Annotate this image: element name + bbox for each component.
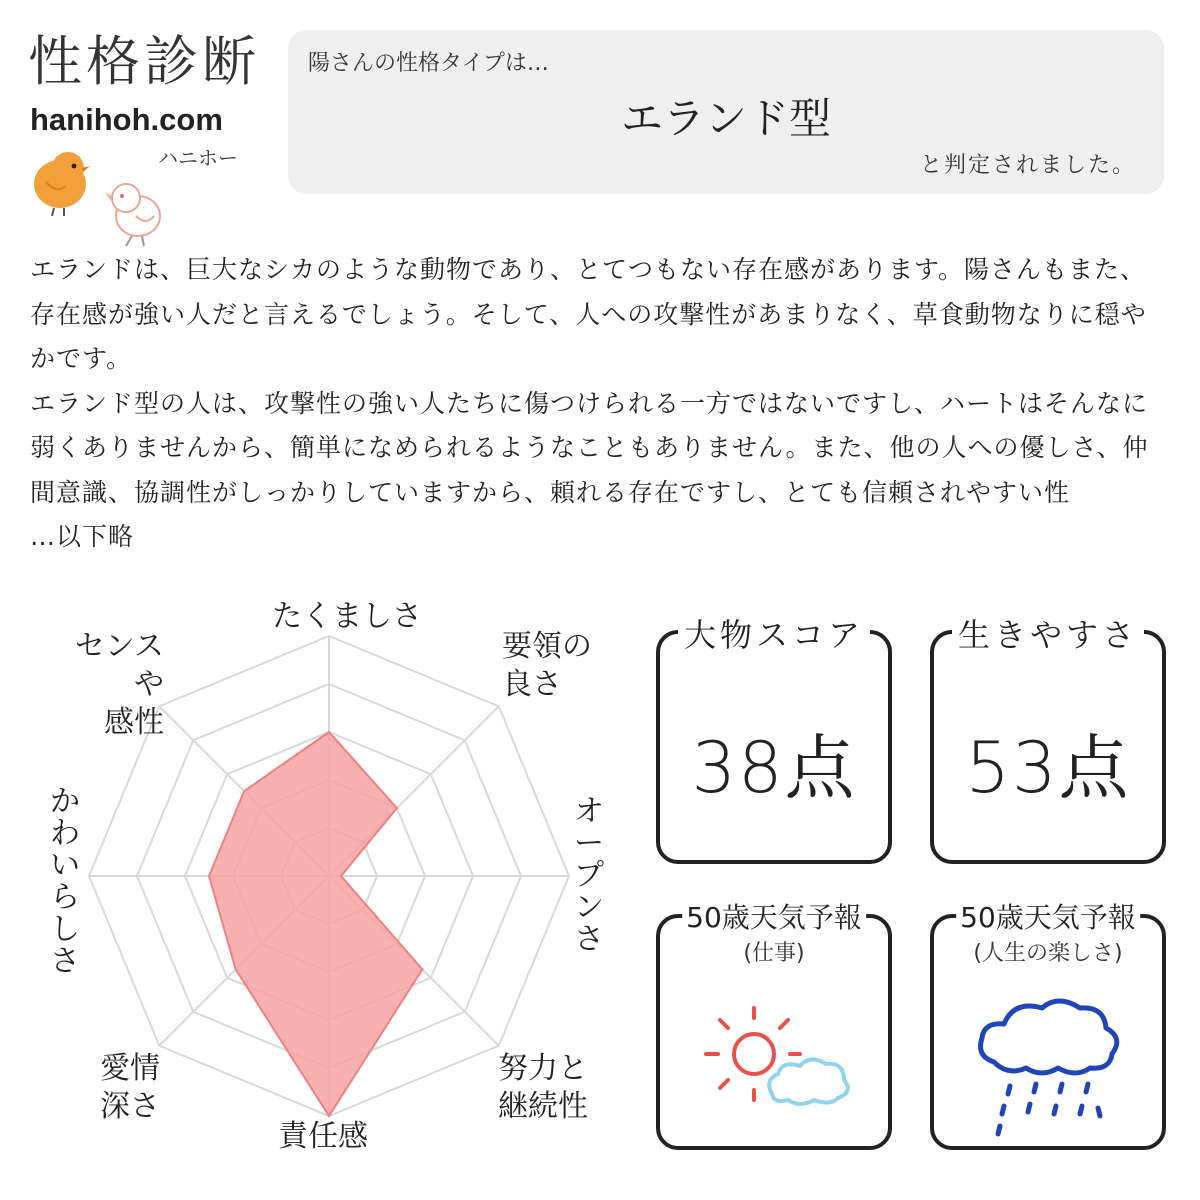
ikiyasusa-score-title: 生きやすさ	[952, 610, 1144, 656]
omono-score-card	[656, 616, 892, 864]
forecast-life-card	[930, 901, 1166, 1150]
description	[30, 248, 1170, 560]
forecast-work-title: 50歳天気予報	[682, 896, 866, 936]
omono-score-title: 大物スコア	[678, 610, 870, 656]
radar-axis-label: 要領の 良さ	[502, 629, 592, 702]
radar-axis-label: オープンさ	[574, 794, 604, 957]
sun-behind-cloud-icon	[660, 988, 888, 1148]
rain-cloud-icon	[934, 988, 1162, 1148]
description-paragraph: エランドは、巨大なシカのような動物であり、とてつもない存在感があります。陽さんもまた、存在感が強い人だと言えるでしょう。そして、人への攻撃性があまりなく、草食動物なりに穏やかです。	[30, 255, 1147, 373]
logo-domain: hanihoh.com	[30, 102, 223, 137]
forecast-life-subtitle: (人生の楽しさ)	[973, 941, 1123, 966]
radar-axis-label: たくましさ	[272, 599, 422, 634]
ikiyasusa-score-value: 53点	[965, 727, 1131, 809]
orange-chick-icon	[28, 142, 98, 222]
site-logo[interactable]	[28, 30, 268, 250]
radar-axis-label: かわいらしさ	[50, 784, 80, 979]
forecast-work-card	[656, 901, 892, 1150]
result-box	[288, 30, 1164, 194]
radar-value-area	[209, 732, 422, 1116]
radar-axis-label: センスや 感性	[74, 629, 164, 740]
forecast-work-subtitle: (仕事)	[743, 941, 805, 966]
description-omitted: …以下略	[30, 522, 135, 551]
radar-axis-label: 愛情 深さ	[100, 1051, 160, 1124]
radar-chart	[0, 590, 650, 1190]
result-lead: 陽さんの性格タイプは…	[308, 51, 549, 76]
description-paragraph: エランド型の人は、攻撃性の強い人たちに傷つけられる一方ではないですし、ハートはそんなに弱くありませんから、簡単になめられるようなこともありません。また、他の人への優しさ、仲間意識、協調性がしっかりしていますから、頼れる存在ですし、とても信頼されやすい性	[30, 388, 1149, 507]
ikiyasusa-score-card	[930, 616, 1166, 864]
logo-title: 性格診断	[28, 30, 260, 93]
radar-axis-label: 責任感	[278, 1119, 368, 1154]
result-type: エランド型	[620, 94, 831, 143]
omono-score-value: 38点	[691, 727, 857, 809]
result-tail: と判定されました。	[919, 153, 1136, 178]
radar-axis-label: 努力と 継続性	[498, 1051, 588, 1124]
forecast-life-title: 50歳天気予報	[956, 896, 1140, 936]
logo-kana: ハニホー	[158, 146, 238, 170]
white-chick-icon	[100, 170, 170, 250]
